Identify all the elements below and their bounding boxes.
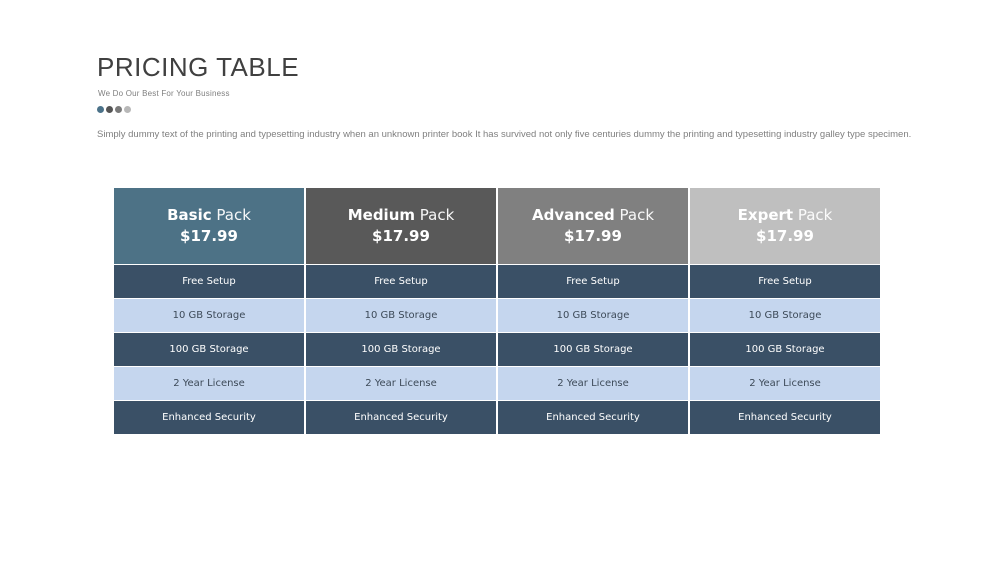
description-text: Simply dummy text of the printing and typesetting industry when an unknown printer book It has survived not only five centuries dummy the printing and typesetting industry galley type specimen. xyxy=(97,129,912,140)
decorative-dots xyxy=(97,106,131,113)
feature-cell: Enhanced Security xyxy=(306,400,496,434)
feature-cell: 10 GB Storage xyxy=(306,298,496,332)
plan-price: $17.99 xyxy=(564,227,622,245)
plan-name: Basic Pack xyxy=(167,206,251,224)
plan-column-basic xyxy=(114,188,304,434)
feature-cell: Enhanced Security xyxy=(114,400,304,434)
feature-cell: 2 Year License xyxy=(114,366,304,400)
feature-cell: 10 GB Storage xyxy=(498,298,688,332)
plan-column-advanced xyxy=(498,188,688,434)
feature-cell: 100 GB Storage xyxy=(306,332,496,366)
plan-name: Expert Pack xyxy=(737,206,833,224)
feature-cell: Free Setup xyxy=(306,264,496,298)
feature-cell: 100 GB Storage xyxy=(114,332,304,366)
feature-cell: Free Setup xyxy=(498,264,688,298)
plan-price: $17.99 xyxy=(756,227,814,245)
feature-cell: Enhanced Security xyxy=(498,400,688,434)
plan-name: Advanced Pack xyxy=(532,206,654,224)
plan-header xyxy=(114,188,304,264)
feature-cell: 100 GB Storage xyxy=(498,332,688,366)
plan-column-medium xyxy=(306,188,496,434)
plan-column-expert xyxy=(690,188,880,434)
plan-name: Medium Pack xyxy=(347,206,455,224)
dot-3 xyxy=(115,106,122,113)
feature-cell: 10 GB Storage xyxy=(114,298,304,332)
page-title: PRICING TABLE xyxy=(97,52,300,82)
plan-header xyxy=(690,188,880,264)
dot-1 xyxy=(97,106,104,113)
feature-cell: Free Setup xyxy=(114,264,304,298)
feature-cell: 10 GB Storage xyxy=(690,298,880,332)
pricing-table xyxy=(114,188,880,434)
page-subtitle: We Do Our Best For Your Business xyxy=(98,89,230,98)
feature-cell: Free Setup xyxy=(690,264,880,298)
feature-cell: 2 Year License xyxy=(306,366,496,400)
feature-cell: Enhanced Security xyxy=(690,400,880,434)
plan-price: $17.99 xyxy=(372,227,430,245)
plan-header xyxy=(498,188,688,264)
feature-cell: 2 Year License xyxy=(498,366,688,400)
plan-header xyxy=(306,188,496,264)
dot-2 xyxy=(106,106,113,113)
feature-cell: 100 GB Storage xyxy=(690,332,880,366)
feature-cell: 2 Year License xyxy=(690,366,880,400)
plan-price: $17.99 xyxy=(180,227,238,245)
dot-4 xyxy=(124,106,131,113)
